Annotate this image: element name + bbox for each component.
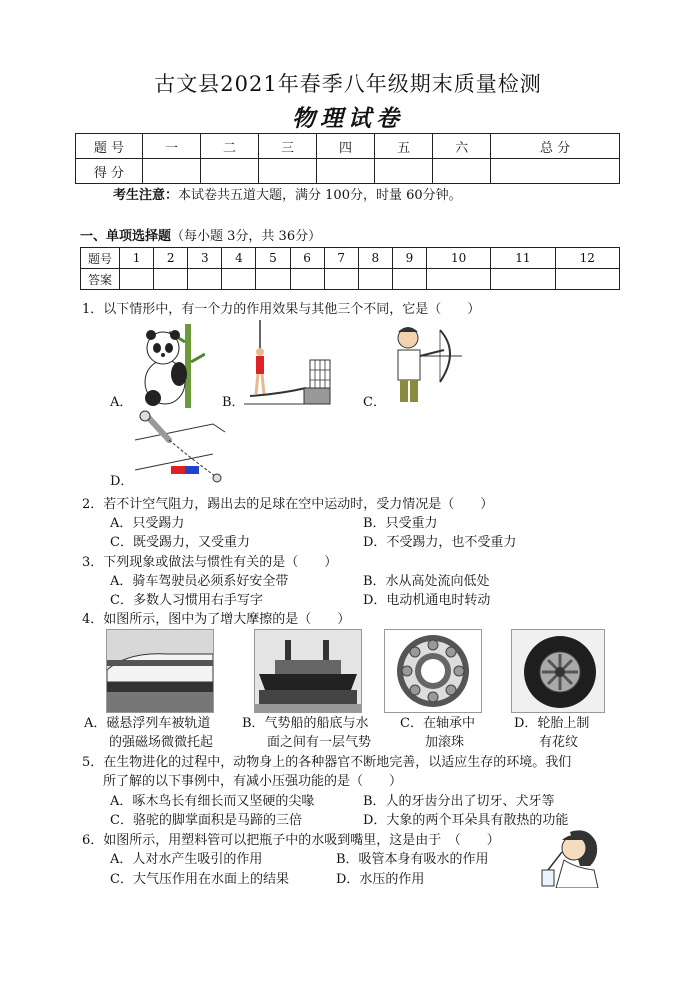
answer-cell: 8 bbox=[358, 248, 392, 269]
answer-blank[interactable] bbox=[290, 269, 324, 290]
answer-cell: 6 bbox=[290, 248, 324, 269]
score-cell: 一 bbox=[143, 134, 201, 159]
score-cell: 二 bbox=[201, 134, 259, 159]
score-table bbox=[75, 133, 620, 184]
q4-option-b-line1: B．气势船的船底与水 bbox=[242, 716, 369, 731]
q5-option-a: A．啄木鸟长有细长而又坚硬的尖喙 bbox=[110, 794, 315, 809]
score-cell: 五 bbox=[375, 134, 433, 159]
score-blank[interactable] bbox=[259, 159, 317, 184]
q4-option-c bbox=[400, 714, 475, 752]
answer-blank[interactable] bbox=[555, 269, 619, 290]
q4-option-c-line2: 加滚珠 bbox=[425, 735, 465, 750]
q4-option-b bbox=[242, 714, 371, 752]
answer-row-label: 答案 bbox=[81, 269, 120, 290]
answer-cell: 11 bbox=[491, 248, 555, 269]
q4-option-d bbox=[514, 714, 589, 752]
answer-table-header-row bbox=[81, 248, 620, 269]
q3-option-d: D．电动机通电时转动 bbox=[363, 593, 491, 608]
answer-cell: 3 bbox=[188, 248, 222, 269]
q4-option-d-line2: 有花纹 bbox=[539, 735, 579, 750]
q2-stem: 2．若不计空气阻力，踢出去的足球在空中运动时，受力情况是（ ） bbox=[82, 497, 494, 512]
answer-blank[interactable] bbox=[256, 269, 290, 290]
q2-option-b: B．只受重力 bbox=[363, 516, 438, 531]
q4-option-c-line1: C．在轴承中 bbox=[400, 716, 475, 731]
score-blank[interactable] bbox=[433, 159, 491, 184]
score-cell: 题 号 bbox=[76, 134, 143, 159]
q4-option-a-line1: A．磁悬浮列车被轨道 bbox=[84, 716, 211, 731]
q4-option-a-line2: 的强磁场微微托起 bbox=[109, 735, 214, 750]
q5-option-c: C．骆驼的脚掌面积是马蹄的三倍 bbox=[110, 813, 302, 828]
q1-option-b: B． bbox=[222, 395, 245, 410]
q5-option-d: D．大象的两个耳朵具有散热的功能 bbox=[363, 813, 569, 828]
answer-cell: 1 bbox=[120, 248, 154, 269]
q1-option-a: A． bbox=[110, 395, 133, 410]
score-blank[interactable] bbox=[143, 159, 201, 184]
answer-blank[interactable] bbox=[324, 269, 358, 290]
q5-option-b: B．人的牙齿分出了切牙、犬牙等 bbox=[363, 794, 555, 809]
q4-option-a bbox=[84, 714, 213, 752]
subject-title: 物理试卷 bbox=[292, 105, 404, 132]
notice-label: 考生注意： bbox=[113, 188, 179, 203]
hovercraft-image bbox=[254, 629, 362, 713]
q2-option-d: D．不受踢力，也不受重力 bbox=[363, 535, 517, 550]
tire-image bbox=[511, 629, 605, 713]
diving-board-image bbox=[240, 318, 336, 408]
q5-stem-line1: 5．在生物进化的过程中，动物身上的各种器官不断地完善，以适应生存的环境。我们 bbox=[82, 755, 572, 770]
score-cell: 六 bbox=[433, 134, 491, 159]
q4-stem: 4．如图所示，图中为了增大摩擦的是（ ） bbox=[82, 612, 351, 627]
exam-title: 古文县2021年春季八年级期末质量检测 bbox=[154, 72, 542, 96]
section-note: （每小题 3分，共 36分） bbox=[171, 229, 322, 244]
q3-option-b: B．水从高处流向低处 bbox=[363, 574, 490, 589]
section-heading bbox=[80, 227, 321, 246]
answer-cell: 10 bbox=[426, 248, 490, 269]
answer-cell: 题号 bbox=[81, 248, 120, 269]
answer-cell: 4 bbox=[222, 248, 256, 269]
q4-option-d-line1: D．轮胎上制 bbox=[514, 716, 590, 731]
q1-stem: 1．以下情形中，有一个力的作用效果与其他三个不同，它是（ ） bbox=[82, 302, 481, 317]
answer-blank[interactable] bbox=[392, 269, 426, 290]
q6-option-c: C．大气压作用在水面上的结果 bbox=[110, 872, 289, 887]
score-table-header-row bbox=[76, 134, 620, 159]
answer-cell: 9 bbox=[392, 248, 426, 269]
score-cell: 总 分 bbox=[491, 134, 620, 159]
score-blank[interactable] bbox=[375, 159, 433, 184]
q2-option-a: A．只受踢力 bbox=[110, 516, 185, 531]
score-blank[interactable] bbox=[491, 159, 620, 184]
q4-option-b-line2: 面之间有一层气势 bbox=[267, 735, 372, 750]
girl-drinking-straw-image bbox=[540, 826, 606, 888]
notice bbox=[113, 186, 462, 205]
maglev-train-image bbox=[106, 629, 214, 713]
answer-blank[interactable] bbox=[222, 269, 256, 290]
magnet-ball-image bbox=[133, 410, 227, 486]
answer-blank[interactable] bbox=[154, 269, 188, 290]
score-cell: 三 bbox=[259, 134, 317, 159]
score-row-label: 得 分 bbox=[76, 159, 143, 184]
score-cell: 四 bbox=[317, 134, 375, 159]
answer-blank[interactable] bbox=[491, 269, 555, 290]
q1-option-c: C． bbox=[363, 395, 386, 410]
answer-blank[interactable] bbox=[358, 269, 392, 290]
answer-blank[interactable] bbox=[120, 269, 154, 290]
answer-blank[interactable] bbox=[426, 269, 490, 290]
q5-stem-line2: 所了解的以下事例中，有减小压强功能的是（ ） bbox=[103, 774, 403, 789]
score-table-value-row bbox=[76, 159, 620, 184]
score-blank[interactable] bbox=[201, 159, 259, 184]
q6-stem: 6．如图所示，用塑料管可以把瓶子中的水吸到嘴里，这是由于 （ ） bbox=[82, 833, 500, 848]
q3-option-a: A．骑车驾驶员必须系好安全带 bbox=[110, 574, 289, 589]
q3-option-c: C．多数人习惯用右手写字 bbox=[110, 593, 263, 608]
archer-image bbox=[378, 322, 464, 408]
ball-bearing-image bbox=[384, 629, 482, 713]
q1-option-d: D． bbox=[110, 474, 134, 489]
panda-bamboo-image bbox=[133, 322, 205, 408]
answer-cell: 2 bbox=[154, 248, 188, 269]
answer-blank[interactable] bbox=[188, 269, 222, 290]
answer-table-value-row bbox=[81, 269, 620, 290]
notice-text: 本试卷共五道大题，满分 100分，时量 60分钟。 bbox=[178, 188, 462, 203]
answer-cell: 12 bbox=[555, 248, 619, 269]
answer-table bbox=[80, 247, 620, 290]
q6-option-a: A．人对水产生吸引的作用 bbox=[110, 852, 263, 867]
q6-option-d: D．水压的作用 bbox=[336, 872, 425, 887]
q6-option-b: B．吸管本身有吸水的作用 bbox=[336, 852, 489, 867]
q2-option-c: C．既受踢力，又受重力 bbox=[110, 535, 250, 550]
answer-cell: 7 bbox=[324, 248, 358, 269]
score-blank[interactable] bbox=[317, 159, 375, 184]
q3-stem: 3．下列现象或做法与惯性有关的是（ ） bbox=[82, 555, 338, 570]
answer-cell: 5 bbox=[256, 248, 290, 269]
section-title: 一、单项选择题 bbox=[80, 229, 172, 244]
